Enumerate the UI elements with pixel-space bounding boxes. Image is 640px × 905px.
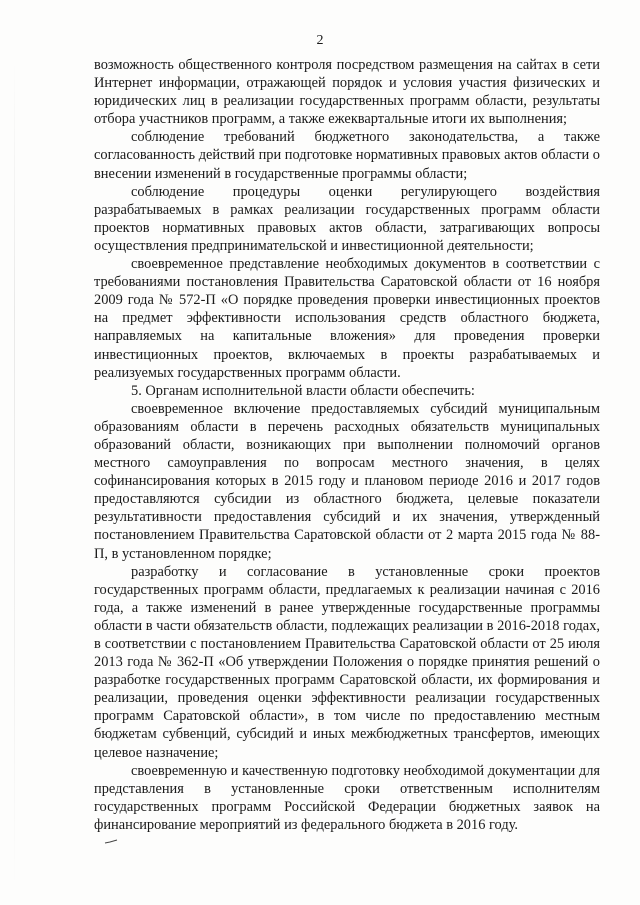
pen-mark-icon — [104, 839, 118, 845]
paragraph-programs-development: разработку и согласование в установленные сроки проектов государственных программ области, предлагаемых к реализации начиная с 2016 года, а также изменений в ранее утвержденные государственные программы области в части обязательств области, подлежащих реализации в 2016-2018 годах, в соответствии с постановлением Правительства Саратовской области от 25 июля 2013 года № 362-П «Об утверждении Положения о порядке принятия решений о разработке государственных программ Саратовской области, их формирования и реализации, проведения оценки эффективности реализации государственных программ Саратовской области», в том числе по предоставлению местным бюджетам субвенций, субсидий и иных межбюджетных трансфертов, имеющих целевое назначение; — [94, 563, 600, 761]
paragraph-public-control: возможность общественного контроля посредством размещения на сайтах в сети Интернет информации, отражающей порядок и условия участия физических и юридических лиц в реализации государственных программ области, результаты отбора участников программ, а также ежеквартальные итоги их выполнения; — [94, 57, 600, 128]
scan-edge-shadow — [14, 60, 15, 890]
paragraph-regulatory-impact: соблюдение процедуры оценки регулирующего воздействия разрабатываемых в рамках реализации государственных программ области проектов нормативных правовых актов области, затрагивающих вопросы осуществления предпринимательской и инвестиционной деятельности; — [94, 183, 600, 254]
paragraph-federal-budget-applications: своевременную и качественную подготовку необходимой документации для представления в установленные сроки ответственным исполнителям государственных программ Российской Федерации бюджетных заявок на финансирование мероприятий из федерального бюджета в 2016 году. — [94, 762, 600, 833]
paragraph-subsidies-inclusion: своевременное включение предоставляемых субсидий муниципальным образованиям области в перечень расходных обязательств муниципальных образований области, возникающих при выполнении полномочий органов местного самоуправления по вопросам местного значения, в целях софинансирования которых в 2015 году и плановом периоде 2016 и 2017 годов предоставляются субсидии из областного бюджета, целевые показатели результативности предоставления субсидий и их значения, утвержденный постановлением Правительства Саратовской области от 2 марта 2015 года № 88-П, в установленном порядке; — [94, 400, 600, 562]
paragraph-documents-submission: своевременное представление необходимых документов в соответствии с требованиями постановления Правительства Саратовской области от 16 ноября 2009 года № 572-П «О порядке проведения проверки инвестиционных проектов на предмет эффективности использования средств областного бюджета, направляемых на капитальные вложения» для проведения проверки инвестиционных проектов, включаемых в проекты разрабатываемых и реализуемых государственных программ области. — [94, 256, 600, 381]
page-number: 2 — [316, 33, 324, 48]
paragraph-item-5-heading: 5. Органам исполнительной власти области обеспечить: — [131, 382, 475, 399]
document-body — [94, 56, 600, 834]
paragraph-budget-compliance: соблюдение требований бюджетного законодательства, а также согласованность действий при подготовке нормативных правовых актов области о внесении изменений в государственные программы области; — [94, 129, 600, 182]
